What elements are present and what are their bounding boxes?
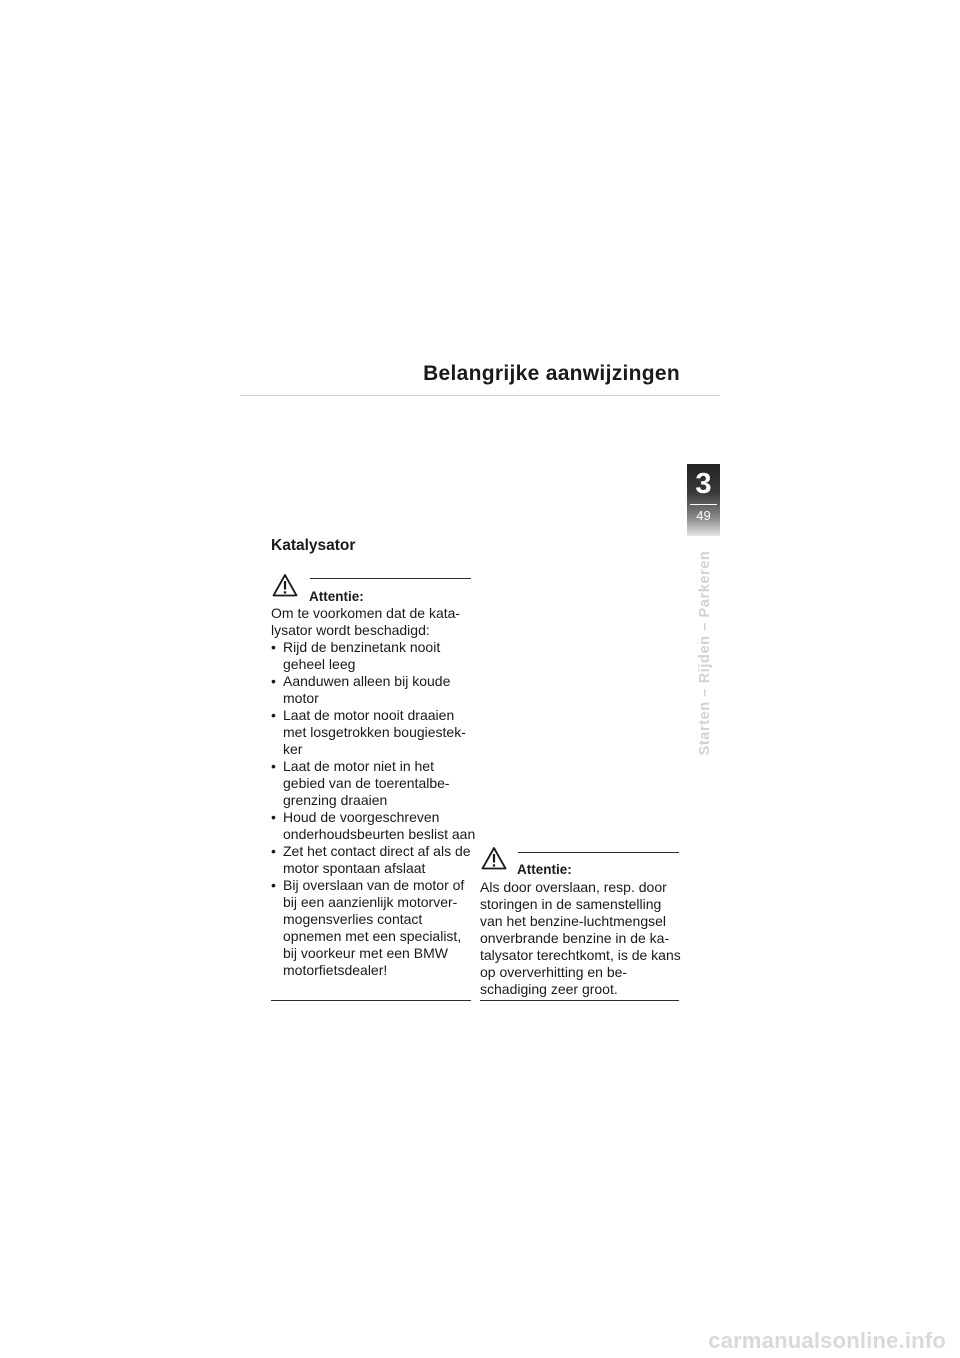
list-item: [271, 877, 476, 979]
warning-bullet-list: [271, 639, 476, 979]
bullet-icon: •: [271, 707, 276, 723]
bullet-icon: •: [271, 673, 276, 689]
chapter-number: 3: [695, 468, 712, 500]
list-item: [271, 809, 476, 843]
bullet-icon: •: [271, 758, 276, 774]
list-item-text: Rijd de benzinetank nooit geheel leeg: [283, 639, 441, 672]
bullet-icon: •: [271, 639, 276, 655]
warning-end-divider: [271, 1000, 471, 1001]
list-item-text: Aanduwen alleen bij koude motor: [283, 673, 451, 706]
section-heading: Katalysator: [271, 537, 356, 554]
list-item-text: Houd de voorgeschreven onderhoudsbeurten beslist aan: [283, 809, 476, 842]
warning-body-left: [271, 605, 476, 979]
warning-label: Attentie:: [517, 862, 572, 877]
warning-divider: [518, 852, 679, 853]
warning-intro: Om te voorkomen dat de kata-lysator wordt beschadigd:: [271, 605, 461, 638]
bullet-icon: •: [271, 843, 276, 859]
list-item-text: Bij overslaan van de motor of bij een aanzienlijk motorver-mogensverlies contact opnemen met een specialist, bij voorkeur met een BMW motorfietsdealer!: [283, 877, 465, 978]
footer-watermark: carmanualsonline.info: [708, 1328, 946, 1353]
list-item: [271, 673, 476, 707]
chapter-side-label-container: [690, 545, 720, 760]
list-item: [271, 843, 476, 877]
chapter-divider: [690, 504, 717, 505]
list-item: [271, 639, 476, 673]
list-item: [271, 758, 476, 809]
list-item-text: Zet het contact direct af als de motor spontaan afslaat: [283, 843, 471, 876]
title-divider: [240, 395, 720, 396]
bullet-icon: •: [271, 877, 276, 893]
list-item: [271, 707, 476, 758]
warning-label: Attentie:: [309, 589, 364, 604]
page-title: Belangrijke aanwijzingen: [423, 362, 680, 385]
warning-body-right: Als door overslaan, resp. door storingen in de samenstelling van het benzine-luchtmengsel onverbrande benzine in de ka-talysator terechtkomt, is de kans op oververhitting en be-schadiging zeer groot.: [480, 879, 681, 997]
list-item-text: Laat de motor nooit draaien met losgetrokken bougiestek-ker: [283, 707, 466, 757]
bullet-icon: •: [271, 809, 276, 825]
warning-triangle-icon: [272, 573, 298, 597]
page-number: 49: [696, 508, 711, 523]
warning-end-divider: [480, 1000, 679, 1001]
warning-triangle-icon: [481, 846, 507, 870]
warning-divider: [310, 578, 471, 579]
list-item-text: Laat de motor niet in het gebied van de toerentalbe-grenzing draaien: [283, 758, 450, 808]
chapter-side-label: Starten – Rijden – Parkeren: [697, 550, 713, 755]
